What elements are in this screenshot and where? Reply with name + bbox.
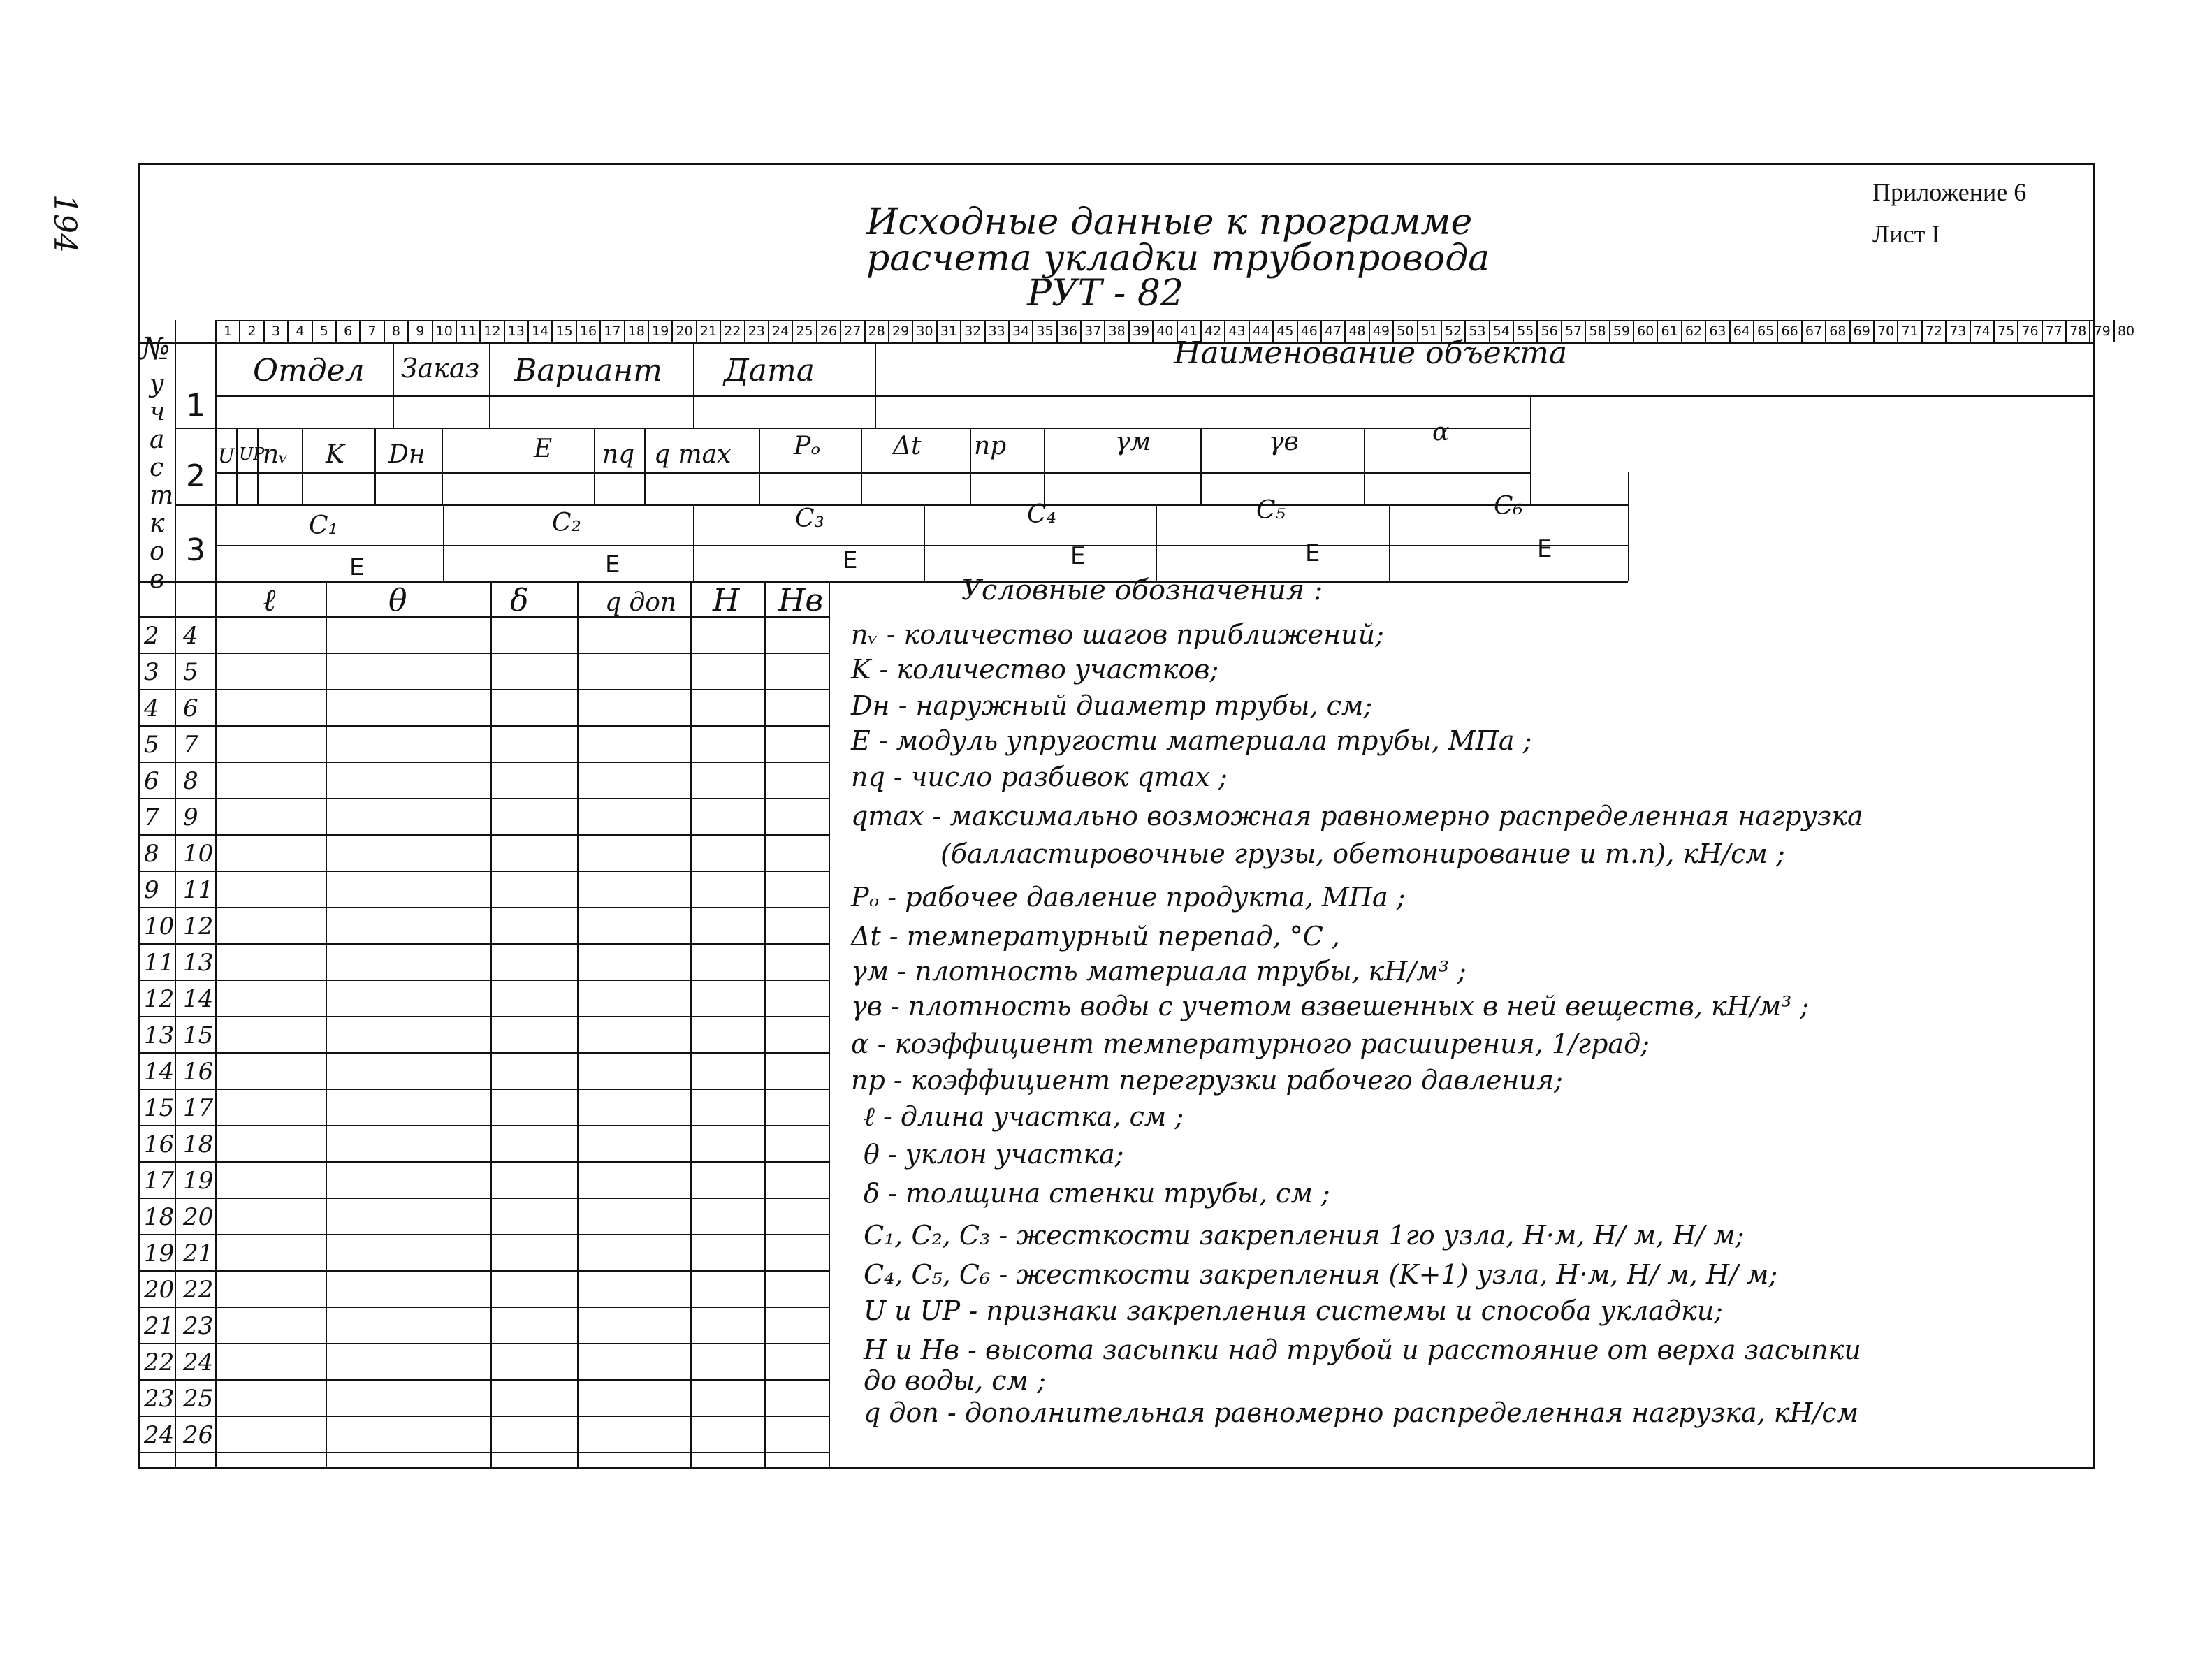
section-left-number: 4 [144, 695, 159, 722]
section-row-line [138, 1198, 829, 1199]
section-right-number: 17 [183, 1094, 214, 1122]
ruler-column: 69 [1849, 320, 1873, 342]
row2-div-14 [1530, 395, 1531, 504]
section-left-number: 15 [144, 1094, 175, 1122]
ruler-column: 27 [840, 320, 864, 342]
row2-div-3 [302, 428, 303, 504]
section-row-line [138, 1016, 829, 1017]
legend-item: nq - число разбивок qmax ; [851, 762, 1228, 792]
legend-item: γм - плотность материала трубы, кН/м³ ; [851, 956, 1467, 987]
ruler-column: 53 [1464, 320, 1488, 342]
section-right-number: 21 [183, 1239, 214, 1267]
ruler-column: 51 [1417, 320, 1441, 342]
ruler-column: 56 [1536, 320, 1560, 342]
ruler-column: 66 [1777, 320, 1800, 342]
ruler-column: 22 [720, 320, 743, 342]
row2-field-qmax: q max [654, 440, 732, 469]
section-right-number: 11 [183, 876, 214, 904]
section-left-number: 3 [144, 658, 159, 686]
sec-div-3 [577, 581, 579, 1469]
row3-div-6 [1628, 472, 1629, 581]
row3-e-mark-3: E [843, 546, 858, 574]
ruler-column: 15 [551, 320, 575, 342]
row2-field-up: UP [239, 444, 265, 464]
section-right-number: 16 [183, 1058, 214, 1086]
row3-div-1 [443, 504, 444, 581]
row2-div-5 [442, 428, 443, 504]
ruler-column: 72 [1921, 320, 1945, 342]
section-right-number: 18 [183, 1130, 214, 1158]
section-left-number: 10 [144, 913, 175, 940]
ruler-column: 65 [1753, 320, 1777, 342]
ruler-column: 17 [599, 320, 623, 342]
ruler-column: 6 [335, 320, 359, 342]
section-left-number: 22 [144, 1348, 175, 1376]
ruler-column: 18 [624, 320, 648, 342]
legend-item: (балластировочные грузы, обетонирование и т.п), кН/см ; [940, 838, 1785, 869]
ruler-column: 43 [1224, 320, 1248, 342]
ruler-bottom-line [138, 342, 2095, 344]
ruler-column: 58 [1585, 320, 1608, 342]
ruler-column: 40 [1152, 320, 1176, 342]
ruler-column: 34 [1008, 320, 1032, 342]
ruler-column: 3 [263, 320, 287, 342]
section-left-number: 17 [144, 1167, 175, 1195]
section-row-line [138, 762, 829, 763]
ruler-column: 10 [432, 320, 456, 342]
ruler-column: 8 [384, 320, 407, 342]
ruler-column: 1 [215, 320, 239, 342]
row3-number: 3 [186, 532, 205, 568]
ruler-column: 29 [888, 320, 912, 342]
ruler-column: 57 [1561, 320, 1585, 342]
legend-item: nᵥ - количество шагов приближений; [851, 619, 1384, 650]
section-row-line [138, 725, 829, 727]
section-col-wall: δ [510, 583, 529, 618]
ruler-column: 60 [1633, 320, 1657, 342]
ruler-column: 78 [2065, 320, 2089, 342]
ruler-column: 44 [1249, 320, 1272, 342]
section-right-number: 25 [183, 1385, 214, 1413]
appendix-label: Приложение 6 [1872, 178, 2027, 206]
row3-field-c6: C₆ [1494, 492, 1523, 521]
section-header-line [175, 616, 829, 618]
section-right-number: 6 [183, 695, 198, 722]
legend-item: до воды, см ; [864, 1365, 1046, 1396]
ruler-column: 21 [696, 320, 720, 342]
section-right-number: 10 [183, 840, 214, 868]
ruler-column: 80 [2113, 320, 2137, 342]
ruler-column: 54 [1489, 320, 1513, 342]
sec-div-6 [829, 581, 830, 1469]
section-col-hv: Hв [778, 583, 823, 618]
legend-item: H и Hв - высота засыпки над трубой и расстояние от верха засыпки [864, 1335, 1861, 1365]
ruler-column: 62 [1681, 320, 1705, 342]
ruler-column: 31 [936, 320, 960, 342]
ruler-column: 16 [576, 320, 599, 342]
section-left-number: 19 [144, 1239, 175, 1267]
row2-field-nv: nᵥ [263, 440, 289, 469]
row3-e-mark-2: E [605, 551, 620, 579]
section-row-line [138, 1125, 829, 1126]
section-row-line-left [138, 762, 175, 763]
legend-item: C₁, C₂, C₃ - жесткости закрепления 1го узла, Н·м, Н/ м, Н/ м; [864, 1220, 1745, 1251]
row2-div-7 [644, 428, 646, 504]
ruler-column: 41 [1177, 320, 1200, 342]
row2-field-gv: γв [1269, 428, 1299, 456]
row2-field-alpha: α [1432, 418, 1450, 446]
ruler-column: 63 [1705, 320, 1729, 342]
ruler-column: 35 [1032, 320, 1056, 342]
section-left-number: 9 [144, 876, 159, 904]
row2-div-4 [374, 428, 376, 504]
ruler-column: 12 [479, 320, 503, 342]
ruler-column: 74 [1970, 320, 1993, 342]
form-title-line1: Исходные данные к программе [866, 201, 1473, 243]
row2-field-np: nр [974, 432, 1007, 460]
row2-field-dt: Δt [893, 432, 922, 460]
row2-div-6 [594, 428, 595, 504]
section-right-number: 22 [183, 1276, 214, 1304]
ruler-column: 55 [1513, 320, 1536, 342]
ruler-column: 14 [527, 320, 551, 342]
ruler-column: 32 [960, 320, 984, 342]
row2-number: 2 [186, 458, 205, 494]
number-header: № [141, 331, 170, 367]
section-row-line [138, 1270, 829, 1272]
section-right-number: 9 [183, 804, 198, 831]
ruler-column: 50 [1392, 320, 1416, 342]
row2-field-dn: Dн [388, 440, 425, 469]
ruler-column: 48 [1344, 320, 1368, 342]
row2-div-13 [1364, 428, 1365, 504]
rownum-col-divider [215, 320, 217, 1469]
section-row-line [138, 871, 829, 872]
ruler-column: 67 [1801, 320, 1825, 342]
ruler-column: 49 [1369, 320, 1392, 342]
section-right-number: 23 [183, 1312, 214, 1340]
ruler-column: 30 [912, 320, 936, 342]
legend-item: nр - коэффициент перегрузки рабочего давления; [851, 1065, 1563, 1096]
section-left-number: 23 [144, 1385, 175, 1413]
section-left-number: 5 [144, 731, 159, 759]
section-row-line [138, 798, 829, 799]
ruler-column: 7 [359, 320, 383, 342]
row3-div-2 [693, 504, 694, 581]
ruler-top-line [215, 320, 2095, 321]
row1-mid-line [215, 395, 2095, 397]
section-right-number: 15 [183, 1021, 214, 1049]
row3-div-3 [924, 504, 925, 581]
ruler-column: 45 [1272, 320, 1296, 342]
sec-div-2 [490, 581, 492, 1469]
row2-div-9 [861, 428, 862, 504]
ruler-column: 68 [1825, 320, 1849, 342]
section-right-number: 19 [183, 1167, 214, 1195]
section-left-number: 24 [144, 1421, 175, 1449]
section-row-line [138, 834, 829, 836]
section-row-line-left [138, 653, 175, 654]
ruler-column: 76 [2017, 320, 2041, 342]
row3-bottom-line [138, 581, 1628, 583]
row2-mid-line [215, 472, 1530, 474]
section-row-line [138, 943, 829, 945]
legend-item: Dн - наружный диаметр трубы, см; [851, 690, 1373, 721]
ruler-column: 38 [1104, 320, 1128, 342]
row3-e-mark-4: E [1070, 542, 1086, 570]
legend-item: ℓ - длина участка, см ; [864, 1101, 1184, 1132]
row2-div-12 [1200, 428, 1202, 504]
ruler-column: 73 [1945, 320, 1969, 342]
ruler-column: 36 [1056, 320, 1080, 342]
legend-item: qmax - максимально возможная равномерно распределенная нагрузка [851, 801, 1863, 831]
section-row-line [138, 907, 829, 908]
ruler-column: 70 [1873, 320, 1897, 342]
section-row-line [138, 689, 829, 690]
row1-div-a [393, 342, 394, 428]
legend-item: θ - уклон участка; [864, 1139, 1124, 1170]
sec-div-5 [764, 581, 766, 1469]
ruler-column: 42 [1200, 320, 1224, 342]
ruler-column: 77 [2042, 320, 2065, 342]
row3-field-c5: C₅ [1256, 496, 1286, 525]
section-col-qdop: q доп [605, 588, 677, 617]
row2-div-1 [236, 428, 238, 504]
legend-item: Δt - температурный перепад, °С , [851, 921, 1340, 952]
section-right-number: 8 [183, 767, 198, 795]
section-row-line [138, 1416, 829, 1417]
section-row-line-left [138, 871, 175, 872]
ruler-column: 28 [864, 320, 888, 342]
row3-field-c3: C₃ [795, 504, 824, 533]
section-row-line [138, 1234, 829, 1235]
section-left-number: 16 [144, 1130, 175, 1158]
sec-div-1 [326, 581, 327, 1469]
row2-div-10 [970, 428, 971, 504]
legend-item: δ - толщина стенки трубы, см ; [864, 1178, 1330, 1209]
legend-item: U и UP - признаки закрепления системы и способа укладки; [864, 1295, 1723, 1326]
page-number: 194 [47, 194, 82, 253]
row1-field-object-name: Наименование объекта [1174, 335, 1568, 371]
section-right-number: 4 [183, 622, 198, 650]
row3-mid-line [215, 545, 1628, 546]
row3-e-mark-6: E [1537, 535, 1552, 563]
row2-div-11 [1044, 428, 1045, 504]
section-left-number: 14 [144, 1058, 175, 1086]
row2-field-gm: γм [1115, 428, 1151, 456]
ruler-column: 24 [768, 320, 792, 342]
sheet-label: Лист I [1872, 220, 1940, 248]
ruler-column: 5 [312, 320, 335, 342]
section-left-number: 18 [144, 1203, 175, 1231]
form-title-line2: расчета укладки трубопровода [866, 238, 1490, 279]
legend-item: q доп - дополнительная равномерно распределенная нагрузка, кН/см [864, 1397, 1859, 1428]
ruler-column: 39 [1128, 320, 1152, 342]
section-right-number: 14 [183, 985, 214, 1013]
ruler-column: 47 [1320, 320, 1344, 342]
ruler-column: 9 [407, 320, 431, 342]
ruler-column: 2 [239, 320, 263, 342]
legend-item: E - модуль упругости материала трубы, МПа ; [851, 725, 1532, 756]
section-left-number: 20 [144, 1276, 175, 1304]
row3-field-c1: C₁ [309, 511, 338, 540]
ruler-column: 79 [2089, 320, 2113, 342]
section-row-line [138, 1452, 829, 1453]
row1-div-b [489, 342, 490, 428]
row1-field-department: Отдел [253, 353, 365, 388]
ruler-column: 61 [1657, 320, 1680, 342]
section-left-number: 11 [144, 949, 175, 977]
legend-item: α - коэффициент температурного расширения, 1/град; [851, 1028, 1650, 1059]
row1-field-order: Заказ [401, 353, 480, 384]
section-row-line [138, 980, 829, 981]
section-col-length: ℓ [263, 583, 276, 618]
row3-e-mark-1: E [349, 553, 365, 581]
legend-heading: Условные обозначения : [961, 574, 1323, 606]
section-left-number: 2 [144, 622, 159, 650]
section-left-number: 7 [144, 804, 159, 831]
ruler-column: 71 [1897, 320, 1921, 342]
ruler-column: 52 [1441, 320, 1464, 342]
ruler-column: 13 [504, 320, 527, 342]
section-right-number: 13 [183, 949, 214, 977]
section-row-line [138, 1161, 829, 1163]
section-col-slope: θ [388, 583, 407, 618]
row2-field-k: K [326, 440, 344, 469]
form-title-line3: РУТ - 82 [1027, 272, 1184, 314]
row2-field-po: Pₒ [794, 432, 821, 460]
section-row-line-left [138, 689, 175, 690]
ruler-column: 23 [744, 320, 768, 342]
row1-div-c [693, 342, 694, 428]
section-left-number: 12 [144, 985, 175, 1013]
section-col-h: H [713, 583, 740, 618]
ruler-column: 37 [1080, 320, 1104, 342]
section-row-line-left [138, 616, 175, 618]
legend-item: γв - плотность воды с учетом взвешенных в ней веществ, кН/м³ ; [851, 991, 1810, 1021]
row2-field-e: E [534, 435, 553, 463]
section-right-number: 20 [183, 1203, 214, 1231]
row2-bottom-line [175, 504, 1628, 506]
row3-field-c4: C₄ [1027, 500, 1056, 529]
row3-e-mark-5: E [1305, 539, 1320, 567]
row1-bottom-line [175, 428, 1530, 429]
ruler-column: 11 [456, 320, 479, 342]
section-row-line-left [138, 725, 175, 727]
ruler-column: 75 [1993, 320, 2017, 342]
section-left-number: 21 [144, 1312, 175, 1340]
section-row-line [138, 1307, 829, 1308]
row1-div-d [875, 342, 876, 428]
sections-header: участков [150, 370, 174, 594]
row1-field-variant: Вариант [514, 353, 663, 388]
section-row-line-left [138, 834, 175, 836]
legend-item: C₄, C₅, C₆ - жесткости закрепления (K+1) узла, Н·м, Н/ м, Н/ м; [864, 1259, 1778, 1290]
section-right-number: 24 [183, 1348, 214, 1376]
section-left-number: 13 [144, 1021, 175, 1049]
section-row-line [138, 1052, 829, 1054]
ruler-column: 26 [816, 320, 840, 342]
left-col-divider [175, 320, 176, 1469]
row3-div-5 [1389, 504, 1390, 581]
ruler-column: 25 [792, 320, 815, 342]
section-row-line [138, 653, 829, 654]
row3-field-c2: C₂ [552, 509, 581, 537]
section-right-number: 7 [183, 731, 198, 759]
row2-field-u: U [218, 444, 235, 467]
section-row-line-left [138, 798, 175, 799]
sec-div-4 [690, 581, 692, 1469]
row2-div-8 [759, 428, 760, 504]
ruler-column: 4 [287, 320, 311, 342]
row1-number: 1 [186, 388, 205, 423]
ruler-column: 20 [671, 320, 695, 342]
ruler-column: 33 [984, 320, 1008, 342]
legend-item: Pₒ - рабочее давление продукта, МПа ; [851, 882, 1406, 913]
row3-div-4 [1156, 504, 1157, 581]
section-row-line [138, 1343, 829, 1344]
section-row-line [138, 1089, 829, 1090]
ruler-column: 59 [1609, 320, 1633, 342]
ruler-column: 19 [648, 320, 671, 342]
ruler-column: 46 [1297, 320, 1320, 342]
legend-item: K - количество участков; [851, 654, 1219, 685]
section-left-number: 8 [144, 840, 159, 868]
section-right-number: 26 [183, 1421, 214, 1449]
row2-div-2 [257, 428, 259, 504]
section-right-number: 5 [183, 658, 198, 686]
row2-field-nq: nq [602, 440, 635, 469]
section-left-number: 6 [144, 767, 159, 795]
row1-field-date: Дата [724, 353, 815, 388]
section-left-edge [138, 616, 140, 1469]
ruler-column: 64 [1729, 320, 1753, 342]
section-right-number: 12 [183, 913, 214, 940]
section-row-line [138, 1379, 829, 1381]
